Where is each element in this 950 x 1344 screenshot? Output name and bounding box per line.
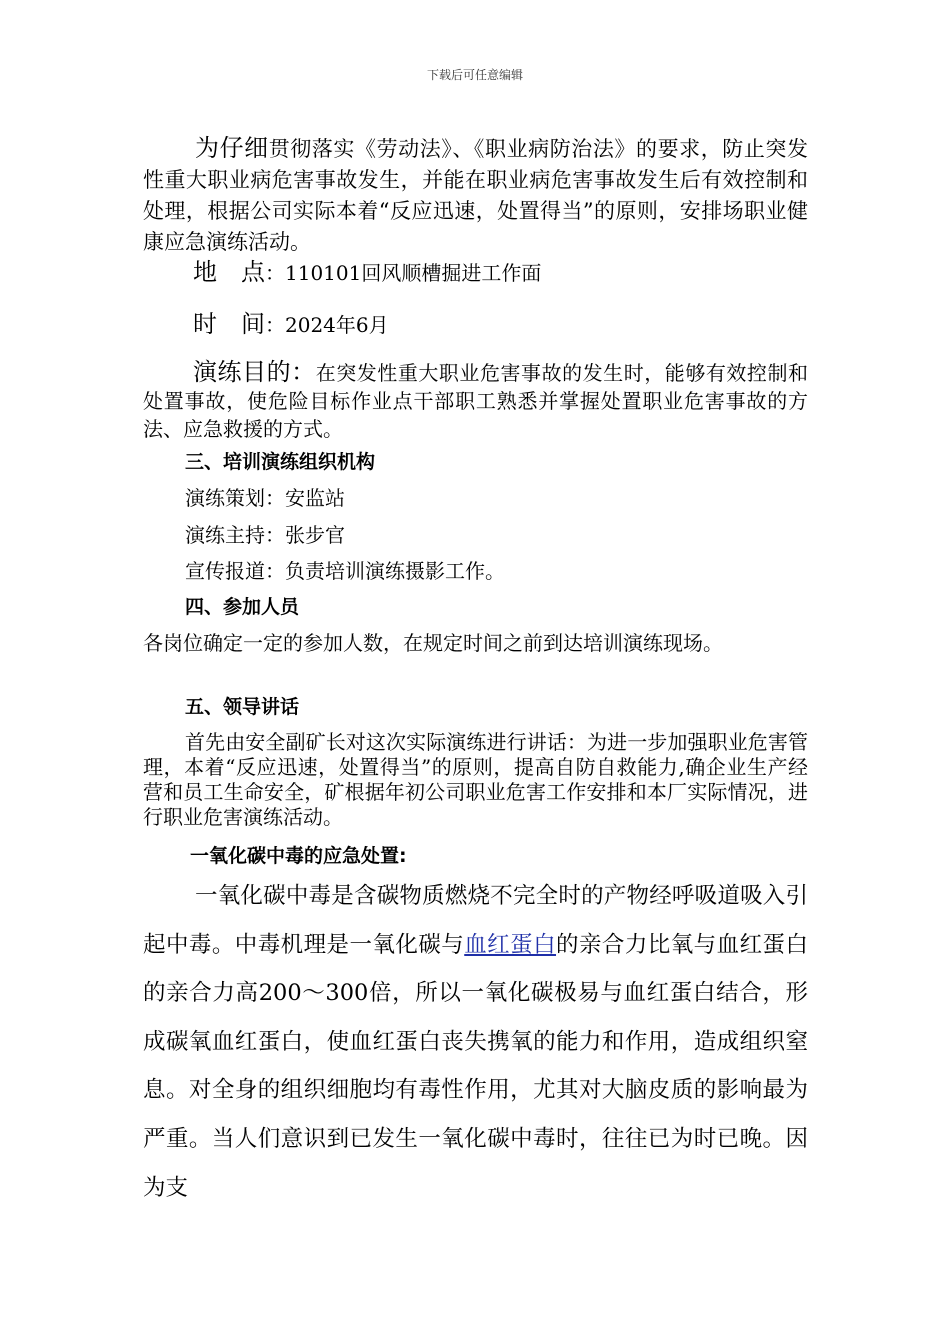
- section4-paragraph: 各岗位确定一定的参加人数，在规定时间之前到达培训演练现场。: [143, 631, 723, 655]
- intro-lead: 为仔细: [195, 134, 269, 162]
- co-text-after: 的亲合力比氧与血红蛋白的亲合力高200～300倍，所以一氧化碳极易与血红蛋白结合，形成碳氧血红蛋白，使血红蛋白丧失携氧的能力和作用，造成组织窒息。对全身的组织细胞均有毒性作用，尤其对大脑皮质的影响最为严重。当人们意识到已发生一氧化碳中毒时，往往已为时已晚。因为支: [143, 931, 808, 1201]
- purpose-label: 演练目的：: [193, 358, 316, 386]
- section5-paragraph: 首先由安全副矿长对这次实际演练进行讲话：为进一步加强职业危害管理，本着“反应迅速，处置得当”的原则，提高自防自救能力,确企业生产经营和员工生命安全，矿根据年初公司职业危害工作安排和本厂实际情况，进行职业危害演练活动。: [143, 730, 808, 829]
- section3-heading: 三、培训演练组织机构: [185, 451, 376, 473]
- hemoglobin-link[interactable]: 血红蛋白: [464, 931, 557, 958]
- location-label: 地 点: [193, 258, 265, 286]
- time-value: ：2024年6月: [265, 313, 389, 337]
- location-row: [193, 258, 858, 287]
- co-paragraph: [143, 872, 808, 1212]
- section3-line-publicity: 宣传报道：负责培训演练摄影工作。: [185, 559, 505, 583]
- intro-paragraph: [143, 133, 808, 258]
- time-label: 时 间: [193, 310, 265, 338]
- page-header: 下载后可任意编辑: [426, 68, 523, 82]
- time-row: [193, 310, 858, 339]
- location-value: ：110101回风顺槽掘进工作面: [265, 261, 542, 285]
- intro-text: 贯彻落实《劳动法》、《职业病防治法》的要求，防止突发性重大职业病危害事故发生，并能在职业病危害事故发生后有效控制和处理，根据公司实际本着“反应迅速，处置得当”的原则，安排场职业健康应急演练活动。: [143, 137, 809, 254]
- section5-heading: 五、领导讲话: [185, 696, 300, 718]
- section3-line-host: 演练主持：张步官: [185, 523, 345, 547]
- purpose-paragraph: [143, 358, 808, 443]
- co-text-before: 一氧化碳中毒是含碳物质燃烧不完全时的产物经呼吸道吸入引起中毒。中毒机理是一氧化碳与: [143, 883, 808, 958]
- section4-heading: 四、参加人员: [185, 596, 300, 618]
- co-heading: 一氧化碳中毒的应急处置:: [190, 845, 407, 867]
- purpose-text: 在突发性重大职业危害事故的发生时，能够有效控制和处置事故，使危险目标作业点干部职工熟悉并掌握处置职业危害事故的方法、应急救援的方式。: [143, 361, 809, 441]
- section3-line-planning: 演练策划：安监站: [185, 486, 345, 510]
